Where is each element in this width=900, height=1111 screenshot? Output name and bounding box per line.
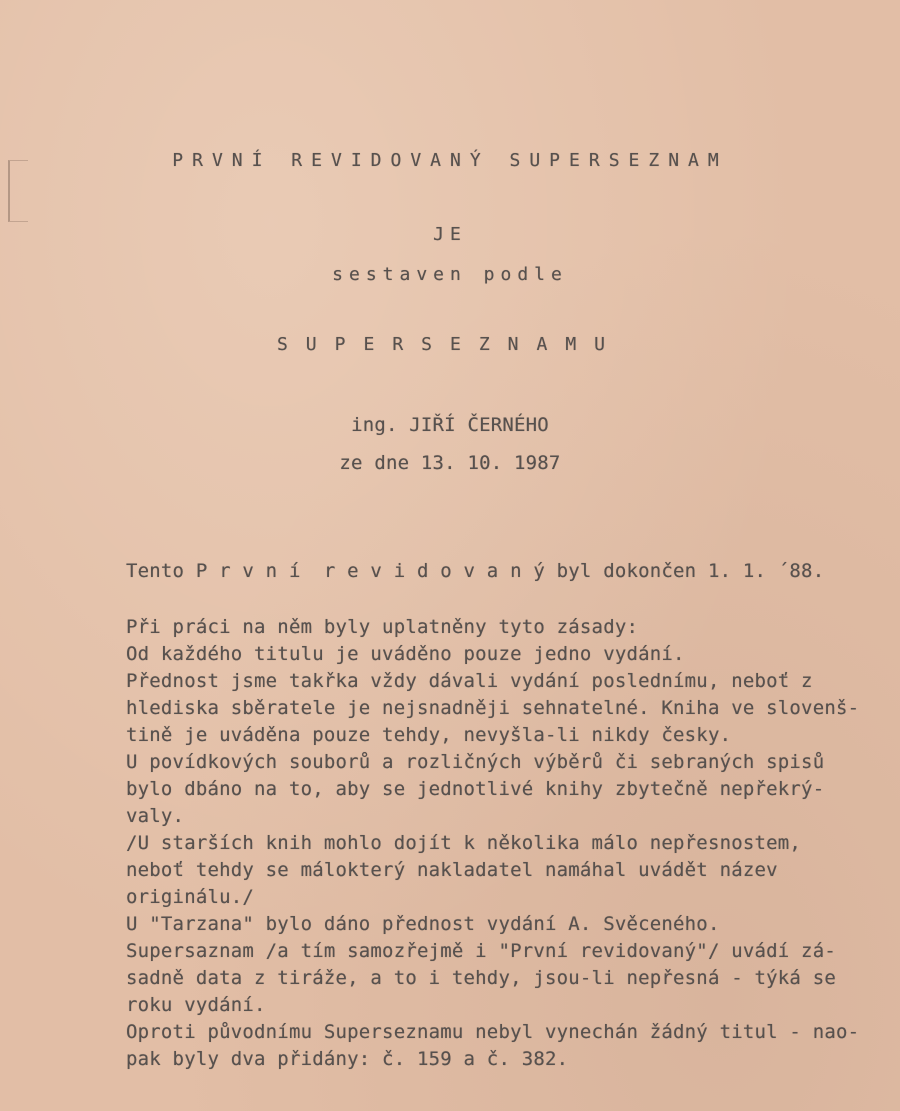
body-line: Od každého titulu je uváděno pouze jedno vydání. (126, 643, 685, 665)
author-line: ing. JIŘÍ ČERNÉHO (351, 414, 549, 436)
date-line: ze dne 13. 10. 1987 (339, 452, 561, 474)
body-line: bylo dbáno na to, aby se jednotlivé knihy zbytečně nepřekrý- (126, 778, 825, 800)
body-line: Při práci na něm byly uplatněny tyto zásady: (126, 616, 639, 638)
body-line: pak byly dva přidány: č. 159 a č. 382. (126, 1048, 569, 1070)
heading-je: JE (433, 224, 467, 245)
body-line: /U starších knih mohlo dojít k několika málo nepřesnostem, (126, 832, 802, 854)
body-line: roku vydání. (126, 994, 266, 1016)
body-line: Oproti původnímu Superseznamu nebyl vynechán žádný titul - nao- (126, 1021, 860, 1043)
body-line: U "Tarzana" bylo dáno přednost vydání A. Svěceného. (126, 913, 720, 935)
body-line: neboť tehdy se málokterý nakladatel namáhal uvádět název (126, 859, 778, 881)
body-line: sadně data z tiráže, a to i tehdy, jsou-li nepřesná - týká se (126, 967, 836, 989)
body-line: Supersaznam /a tím samozřejmě i "První revidovaný"/ uvádí zá- (126, 940, 836, 962)
heading-sestaven-podle: sestaven podle (332, 264, 568, 285)
document-title: PRVNÍ REVIDOVANÝ SUPERSEZNAM (172, 150, 728, 171)
body-line: U povídkových souborů a rozličných výběrů či sebraných spisů (126, 751, 825, 773)
intro-line: Tento P r v n í r e v i d o v a n ý byl dokončen 1. 1. ´88. (126, 560, 825, 582)
body-line: originálu./ (126, 886, 255, 908)
body-line: hlediska sběratele je nejsnadněji sehnatelné. Kniha ve slovenš- (126, 697, 860, 719)
body-line: Přednost jsme takřka vždy dávali vydání poslednímu, neboť z (126, 670, 813, 692)
heading-superseznamu: SUPERSEZNAMU (276, 334, 624, 355)
body-line: tině je uváděna pouze tehdy, nevyšla-li nikdy česky. (126, 724, 732, 746)
body-line: valy. (126, 805, 185, 827)
